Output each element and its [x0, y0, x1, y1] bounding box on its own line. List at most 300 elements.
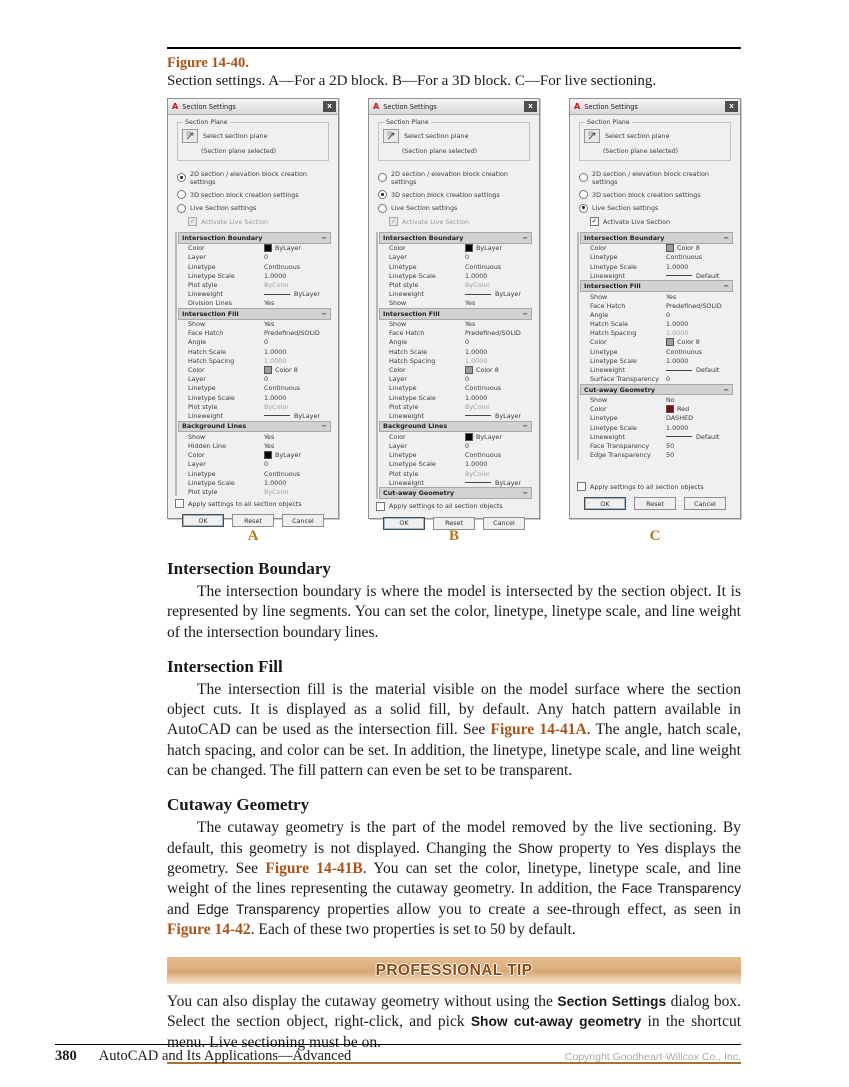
property-value[interactable]: Predefined/SOLID	[666, 301, 722, 310]
apply-settings-option[interactable]	[175, 499, 331, 508]
property-row[interactable]	[580, 356, 733, 365]
property-value[interactable]: Yes	[264, 441, 275, 450]
property-label: Linetype	[188, 262, 216, 271]
property-label: Color	[389, 432, 406, 441]
property-label: Layer	[389, 441, 407, 450]
property-row[interactable]	[178, 253, 331, 262]
property-value[interactable]: ByLayer	[465, 244, 532, 252]
property-value[interactable]: 1.0000	[666, 320, 689, 329]
property-label: Angle	[188, 338, 207, 347]
property-value[interactable]: Continuous	[666, 253, 703, 262]
property-value[interactable]: 0	[465, 375, 470, 384]
property-value[interactable]: ByColor	[264, 280, 289, 289]
professional-tip-body: You can also display the cutaway geometry without using the Section Settings dialog box. Select the section object, right-click, and pick Show cut-away geometry in the shortcut menu. Live sectioning must be on.	[167, 993, 742, 1051]
collapse-icon[interactable]: −	[321, 422, 327, 431]
property-row[interactable]	[379, 320, 532, 329]
property-label: Hatch Scale	[389, 347, 428, 356]
property-row[interactable]	[178, 299, 331, 308]
property-row[interactable]	[379, 271, 532, 280]
property-value[interactable]: Continuous	[264, 262, 301, 271]
figure-label: Figure 14-40.	[167, 55, 249, 71]
radio-button-icon[interactable]	[378, 173, 387, 182]
property-value[interactable]: Default	[666, 272, 733, 280]
property-value[interactable]: 1.0000	[264, 271, 287, 280]
property-value[interactable]: 1.0000	[465, 393, 488, 402]
property-row[interactable]	[379, 460, 532, 469]
dialog-body	[570, 115, 740, 518]
property-value[interactable]: Default	[666, 366, 733, 374]
property-section-header[interactable]	[379, 421, 532, 433]
professional-tip-header	[167, 957, 741, 984]
property-label: Layer	[188, 253, 206, 262]
property-row[interactable]	[178, 271, 331, 280]
property-row[interactable]	[379, 478, 532, 487]
property-value[interactable]: 1.0000	[666, 329, 689, 338]
property-value[interactable]: Yes	[264, 432, 275, 441]
reset-button[interactable]: Reset	[433, 517, 475, 530]
cancel-button[interactable]: Cancel	[282, 514, 324, 527]
radio-option-1[interactable]	[177, 170, 329, 186]
property-value[interactable]: No	[666, 396, 675, 404]
radio-option-2[interactable]	[177, 190, 329, 199]
apply-settings-label: Apply settings to all section objects	[590, 482, 704, 491]
radio-option-3[interactable]	[378, 204, 530, 213]
property-section-title: Background Lines	[182, 422, 247, 431]
radio-button-icon[interactable]	[378, 190, 387, 199]
color-swatch-icon	[666, 338, 674, 346]
dialog-bottom	[577, 479, 733, 513]
dialog-titlebar[interactable]	[168, 99, 338, 115]
property-row[interactable]	[580, 271, 733, 280]
property-value[interactable]: 1.0000	[666, 423, 689, 432]
reset-button[interactable]: Reset	[634, 497, 676, 510]
property-section-header[interactable]	[580, 384, 733, 396]
checkbox-icon	[389, 217, 398, 226]
collapse-icon[interactable]: −	[321, 309, 327, 318]
property-value[interactable]: Color 8	[666, 244, 733, 252]
autocad-logo-icon: A	[574, 102, 581, 111]
checkbox-label: Activate Live Section	[201, 217, 269, 226]
property-value[interactable]: 1.0000	[465, 347, 488, 356]
property-label: Color	[389, 244, 406, 253]
property-label: Show	[389, 299, 407, 308]
property-value[interactable]: ByLayer	[264, 451, 331, 459]
dialog-titlebar[interactable]	[570, 99, 740, 115]
property-row[interactable]	[178, 402, 331, 411]
ui-term: Edge Transparency	[196, 901, 320, 917]
ui-term: Section Settings	[557, 994, 667, 1010]
property-label: Color	[590, 405, 607, 414]
property-value[interactable]: ByColor	[465, 469, 490, 478]
property-row[interactable]	[580, 301, 733, 310]
property-row[interactable]	[580, 347, 733, 356]
ui-term: Show cut-away geometry	[470, 1014, 642, 1030]
property-section-header[interactable]	[379, 308, 532, 320]
color-swatch-icon	[465, 244, 473, 252]
property-row[interactable]	[580, 423, 733, 432]
property-label: Edge Transparency	[590, 451, 651, 460]
property-row[interactable]	[580, 365, 733, 374]
property-row[interactable]	[178, 393, 331, 402]
color-swatch-icon	[264, 244, 272, 252]
radio-button-icon[interactable]	[177, 190, 186, 199]
property-row[interactable]	[178, 280, 331, 289]
property-value[interactable]: 0	[666, 310, 671, 319]
collapse-icon[interactable]: −	[522, 489, 528, 498]
radio-label: Live Section settings	[391, 204, 458, 212]
property-section-title: Cut-away Geometry	[383, 489, 455, 498]
property-label: Color	[590, 244, 607, 253]
property-value[interactable]: Yes	[666, 292, 677, 301]
property-label: Hatch Spacing	[590, 329, 637, 338]
figure-part-label-c: C	[649, 528, 661, 544]
property-section-header[interactable]	[178, 308, 331, 320]
property-label: Face Transparency	[590, 441, 650, 450]
apply-settings-option[interactable]	[577, 482, 733, 491]
figure-caption: Section settings. A—For a 2D block. B—For a 3D block. C—For live sectioning.	[167, 73, 657, 89]
radio-button-icon[interactable]	[579, 204, 588, 213]
checkbox-icon[interactable]	[376, 502, 385, 511]
collapse-icon[interactable]: −	[321, 233, 327, 242]
property-value[interactable]: Continuous	[465, 451, 502, 460]
property-row[interactable]	[379, 411, 532, 420]
color-swatch-icon	[666, 244, 674, 252]
property-row[interactable]	[178, 244, 331, 253]
ok-button[interactable]: OK	[584, 497, 626, 510]
property-row[interactable]	[178, 460, 331, 469]
property-value[interactable]: ByColor	[264, 487, 289, 496]
section-settings-dialog-a	[167, 98, 339, 525]
property-value[interactable]: 0	[666, 375, 671, 384]
radio-option-3[interactable]	[579, 204, 731, 213]
activate-live-section-option[interactable]	[590, 217, 731, 226]
property-label: Linetype	[188, 469, 216, 478]
property-value[interactable]: 50	[666, 451, 675, 460]
page-footer	[55, 1044, 741, 1065]
property-value[interactable]: 1.0000	[264, 393, 287, 402]
property-value[interactable]: 0	[264, 253, 269, 262]
dialog-bottom	[175, 496, 331, 530]
collapse-icon[interactable]: −	[522, 422, 528, 431]
property-value[interactable]: 0	[465, 338, 470, 347]
property-row[interactable]	[379, 402, 532, 411]
cancel-button[interactable]: Cancel	[483, 517, 525, 530]
property-label: Linetype Scale	[590, 356, 637, 365]
lineweight-sample-icon	[465, 294, 491, 295]
collapse-icon[interactable]: −	[723, 385, 729, 394]
property-value[interactable]: 1.0000	[264, 478, 287, 487]
property-row[interactable]	[379, 262, 532, 271]
property-section-header[interactable]	[178, 421, 331, 433]
property-row[interactable]	[580, 310, 733, 319]
ok-button[interactable]: OK	[383, 517, 425, 530]
property-row[interactable]	[580, 375, 733, 384]
property-row[interactable]	[178, 338, 331, 347]
property-row[interactable]	[379, 299, 532, 308]
property-row[interactable]	[379, 451, 532, 460]
property-row[interactable]	[379, 365, 532, 374]
professional-tip-title: PROFESSIONAL TIP	[375, 961, 533, 979]
property-value[interactable]: Default	[666, 433, 733, 441]
lineweight-sample-icon	[264, 415, 290, 416]
property-label: Lineweight	[389, 290, 424, 299]
property-value[interactable]: Color 8	[666, 338, 733, 346]
close-icon[interactable]: x	[725, 101, 738, 112]
radio-button-icon[interactable]	[177, 204, 186, 213]
color-swatch-icon	[264, 451, 272, 459]
select-section-plane-button[interactable]	[383, 129, 399, 143]
property-value[interactable]: Continuous	[465, 262, 502, 271]
property-row[interactable]	[379, 356, 532, 365]
dialog-column	[368, 98, 540, 545]
property-row[interactable]	[178, 411, 331, 420]
property-row[interactable]	[379, 432, 532, 441]
checkbox-icon[interactable]	[577, 482, 586, 491]
property-section-title: Intersection Boundary	[182, 233, 263, 242]
property-row[interactable]	[178, 441, 331, 450]
property-value[interactable]: 1.0000	[264, 356, 287, 365]
property-value[interactable]: 1.0000	[264, 347, 287, 356]
property-row[interactable]	[379, 347, 532, 356]
property-row[interactable]	[379, 290, 532, 299]
radio-button-icon[interactable]	[579, 173, 588, 182]
ok-button[interactable]: OK	[182, 514, 224, 527]
property-row[interactable]	[580, 262, 733, 271]
property-row[interactable]	[178, 375, 331, 384]
property-row[interactable]	[178, 347, 331, 356]
property-label: Lineweight	[188, 411, 223, 420]
property-value[interactable]: ByColor	[465, 402, 490, 411]
property-label: Color	[188, 366, 205, 375]
section-settings-dialog-b	[368, 98, 540, 528]
property-row[interactable]	[178, 290, 331, 299]
figure-reference[interactable]: Figure 14-42	[167, 920, 251, 938]
property-label: Color	[188, 451, 205, 460]
property-value[interactable]: ByColor	[264, 402, 289, 411]
property-row[interactable]	[379, 469, 532, 478]
property-row[interactable]	[379, 329, 532, 338]
reset-button[interactable]: Reset	[232, 514, 274, 527]
radio-option-2[interactable]	[378, 190, 530, 199]
select-section-plane-button[interactable]	[182, 129, 198, 143]
property-value[interactable]: 0	[264, 375, 269, 384]
property-row[interactable]	[379, 244, 532, 253]
property-value[interactable]: ByLayer	[264, 412, 331, 420]
figure-reference[interactable]: Figure 14-41B	[265, 859, 363, 877]
checkbox-icon[interactable]	[175, 499, 184, 508]
collapse-icon[interactable]: −	[522, 233, 528, 242]
lineweight-sample-icon	[465, 482, 491, 483]
property-row[interactable]	[379, 253, 532, 262]
dialog-body	[369, 115, 539, 538]
property-value[interactable]: 1.0000	[465, 356, 488, 365]
property-row[interactable]	[580, 395, 733, 404]
radio-label: 2D section / elevation block creation settings	[391, 169, 508, 186]
close-icon[interactable]: x	[524, 101, 537, 112]
property-value[interactable]: Continuous	[264, 469, 301, 478]
property-value[interactable]: ByLayer	[465, 433, 532, 441]
property-value[interactable]: Predefined/SOLID	[465, 329, 521, 338]
radio-button-icon[interactable]	[177, 173, 186, 182]
property-label: Linetype	[590, 253, 618, 262]
property-row[interactable]	[580, 292, 733, 301]
property-row[interactable]	[178, 320, 331, 329]
property-label: Linetype Scale	[188, 271, 235, 280]
dialog-titlebar[interactable]	[369, 99, 539, 115]
property-row[interactable]	[580, 451, 733, 460]
cancel-button[interactable]: Cancel	[684, 497, 726, 510]
collapse-icon[interactable]: −	[522, 309, 528, 318]
property-section-header[interactable]	[379, 487, 532, 499]
property-value[interactable]: 1.0000	[666, 262, 689, 271]
collapse-icon[interactable]: −	[723, 282, 729, 291]
property-row[interactable]	[379, 441, 532, 450]
radio-label: 3D section block creation settings	[391, 190, 500, 199]
property-row[interactable]	[178, 487, 331, 496]
property-label: Angle	[389, 338, 408, 347]
property-value[interactable]: Red	[666, 405, 733, 413]
property-value[interactable]: Yes	[465, 299, 476, 308]
body-text-sections	[167, 559, 741, 940]
property-value[interactable]: Predefined/SOLID	[264, 329, 320, 338]
autocad-logo-icon: A	[373, 102, 380, 111]
property-value[interactable]: 1.0000	[465, 271, 488, 280]
property-value[interactable]: Yes	[264, 299, 275, 308]
property-value[interactable]: Yes	[465, 320, 476, 329]
property-label: Linetype Scale	[188, 393, 235, 402]
property-row[interactable]	[178, 365, 331, 374]
property-value[interactable]: 0	[264, 338, 269, 347]
property-value[interactable]: ByLayer	[264, 244, 331, 252]
property-label: Angle	[590, 310, 609, 319]
property-label: Show	[389, 320, 407, 329]
property-section-header[interactable]	[580, 232, 733, 244]
close-icon[interactable]: x	[323, 101, 336, 112]
property-row[interactable]	[580, 432, 733, 441]
property-row[interactable]	[178, 356, 331, 365]
property-label: Layer	[389, 375, 407, 384]
property-row[interactable]	[580, 253, 733, 262]
section-plane-group	[378, 119, 530, 161]
section-plane-group	[177, 119, 329, 161]
radio-option-2[interactable]	[579, 190, 731, 199]
property-label: Color	[590, 338, 607, 347]
property-row[interactable]	[178, 432, 331, 441]
property-section-header[interactable]	[178, 232, 331, 244]
property-value[interactable]: ByLayer	[465, 412, 532, 420]
dialog-title: Section Settings	[584, 102, 638, 111]
radio-option-1[interactable]	[378, 170, 530, 186]
apply-settings-option[interactable]	[376, 502, 532, 511]
property-section-header[interactable]	[379, 232, 532, 244]
section-plane-status: (Section plane selected)	[402, 148, 478, 155]
property-label: Show	[590, 292, 608, 301]
figure-reference[interactable]: Figure 14-41A	[490, 721, 587, 739]
property-grid	[577, 232, 733, 460]
property-label: Color	[188, 244, 205, 253]
property-value[interactable]: 50	[666, 441, 675, 450]
property-value[interactable]: Continuous	[264, 384, 301, 393]
select-section-plane-label: Select section plane	[404, 132, 469, 140]
property-value[interactable]: 0	[264, 460, 269, 469]
property-row[interactable]	[178, 451, 331, 460]
property-row[interactable]	[379, 375, 532, 384]
property-row[interactable]	[580, 329, 733, 338]
property-value[interactable]: Color 8	[465, 366, 532, 374]
property-label: Linetype	[188, 384, 216, 393]
property-value[interactable]: 1.0000	[666, 356, 689, 365]
property-row[interactable]	[379, 393, 532, 402]
property-value[interactable]: 0	[465, 253, 470, 262]
property-row[interactable]	[178, 469, 331, 478]
checkbox-icon[interactable]	[590, 217, 599, 226]
radio-label: Live Section settings	[190, 204, 257, 212]
property-section-header[interactable]	[580, 280, 733, 292]
property-row[interactable]	[580, 320, 733, 329]
radio-label: 3D section block creation settings	[592, 190, 701, 199]
section-plane-icon	[387, 131, 396, 142]
property-row[interactable]	[580, 244, 733, 253]
property-label: Linetype Scale	[590, 423, 637, 432]
property-label: Linetype Scale	[389, 393, 436, 402]
property-value[interactable]: ByLayer	[465, 290, 532, 298]
property-label: Lineweight	[590, 432, 625, 441]
property-value[interactable]: ByLayer	[264, 290, 331, 298]
activate-live-section-option	[188, 217, 329, 226]
property-row[interactable]	[178, 329, 331, 338]
property-value[interactable]: 1.0000	[465, 460, 488, 469]
radio-option-1[interactable]	[579, 170, 731, 186]
property-row[interactable]	[580, 414, 733, 423]
property-value[interactable]: DASHED	[666, 414, 694, 423]
section-plane-group-label: Section Plane	[386, 119, 429, 126]
property-label: Show	[188, 320, 206, 329]
property-label: Linetype	[590, 414, 618, 423]
property-value[interactable]: ByLayer	[465, 479, 532, 487]
property-row[interactable]	[379, 338, 532, 347]
property-value[interactable]: 0	[465, 441, 470, 450]
property-row[interactable]	[580, 338, 733, 347]
radio-button-icon[interactable]	[378, 204, 387, 213]
radio-option-3[interactable]	[177, 204, 329, 213]
property-label: Layer	[188, 375, 206, 384]
property-row[interactable]	[580, 441, 733, 450]
figure-part-label-a: A	[247, 528, 259, 544]
property-value[interactable]: Yes	[264, 320, 275, 329]
property-label: Plot style	[389, 469, 419, 478]
property-row[interactable]	[580, 405, 733, 414]
property-row[interactable]	[379, 280, 532, 289]
radio-label: 2D section / elevation block creation settings	[190, 169, 307, 186]
property-value[interactable]: Continuous	[666, 347, 703, 356]
section-heading: Cutaway Geometry	[167, 795, 310, 815]
section-plane-group-label: Section Plane	[587, 119, 630, 126]
property-row[interactable]	[178, 262, 331, 271]
property-value[interactable]: Continuous	[465, 384, 502, 393]
collapse-icon[interactable]: −	[723, 233, 729, 242]
select-section-plane-button[interactable]	[584, 129, 600, 143]
property-label: Plot style	[188, 280, 218, 289]
property-row[interactable]	[178, 384, 331, 393]
property-row[interactable]	[379, 384, 532, 393]
property-value[interactable]: ByColor	[465, 280, 490, 289]
property-label: Show	[188, 432, 206, 441]
radio-label: 2D section / elevation block creation settings	[592, 169, 709, 186]
property-value[interactable]: Color 8	[264, 366, 331, 374]
page-number: 380	[55, 1048, 77, 1064]
property-row[interactable]	[178, 478, 331, 487]
radio-button-icon[interactable]	[579, 190, 588, 199]
